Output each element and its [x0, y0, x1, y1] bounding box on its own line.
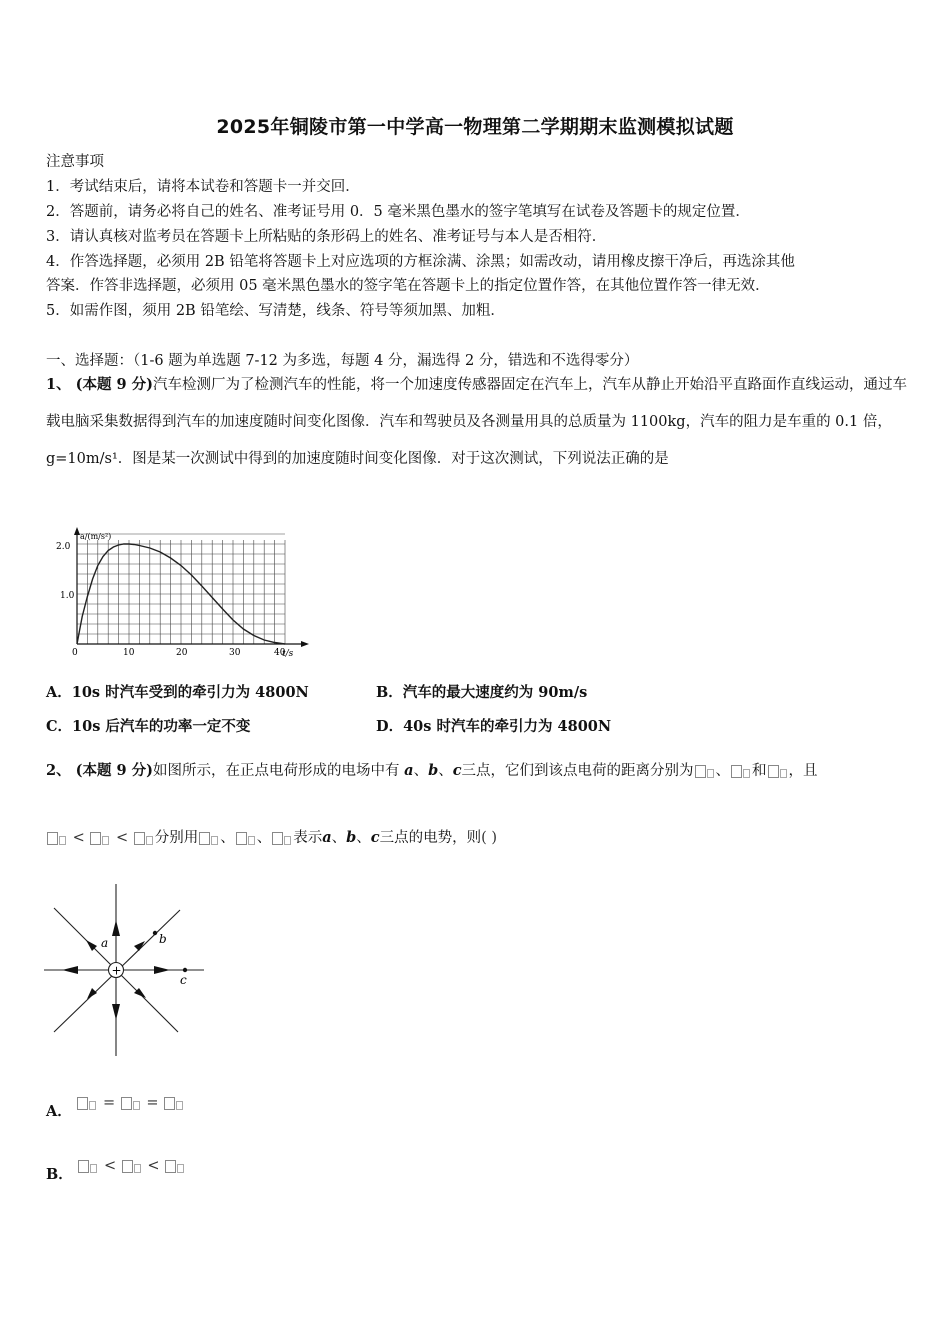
missing-glyph-icon — [211, 836, 218, 845]
x-axis-arrow-icon — [301, 641, 309, 647]
var-b: b — [346, 829, 357, 846]
arrow-icon — [87, 988, 97, 999]
missing-glyph-icon — [248, 836, 255, 845]
question-2-text: ，且 — [788, 763, 818, 779]
label-b: b — [159, 932, 167, 946]
missing-glyph-icon — [146, 836, 153, 845]
missing-glyph-icon — [177, 1164, 184, 1173]
q1-option-a[interactable]: A．10s 时汽车受到的牵引力为 4800N — [46, 684, 309, 701]
charge-sign: + — [111, 963, 122, 978]
var-a: a — [322, 829, 332, 846]
q1-option-c[interactable]: C．10s 后汽车的功率一定不变 — [46, 718, 251, 735]
notice-heading: 注意事项 — [46, 154, 104, 170]
label-a: a — [101, 936, 109, 950]
missing-glyph-icon — [272, 832, 283, 845]
missing-glyph-icon — [90, 1164, 97, 1173]
question-2-text: 三点的电势，则 — [379, 830, 482, 846]
missing-glyph-icon — [731, 765, 742, 778]
missing-glyph-icon — [768, 765, 779, 778]
notice-item: 答案．作答非选择题，必须用 05 毫米黑色墨水的签字笔在答题卡上的指定位置作答，在其他位置作答一律无效． — [46, 278, 770, 294]
missing-glyph-icon — [284, 836, 291, 845]
label-c: c — [180, 973, 187, 987]
x-tick-label: 0 — [72, 648, 78, 658]
var-c: c — [452, 762, 462, 779]
question-2: 2、 (本题 9 分)如图所示，在正点电荷形成的电场中有 a、b、c三点，它们到该点电荷的距离分别为 、 和 ，且 — [46, 762, 818, 779]
missing-glyph-icon — [176, 1101, 183, 1110]
q1-option-b[interactable]: B．汽车的最大速度约为 90m/s — [376, 684, 588, 701]
missing-glyph-icon — [133, 1101, 140, 1110]
missing-glyph-icon — [743, 769, 750, 778]
notice-item: 4．作答选择题，必须用 2B 铅笔将答题卡上对应选项的方框涂满、涂黑；如需改动，请用橡皮擦干净后，再选涂其他 — [46, 254, 795, 270]
x-tick-label: 20 — [176, 648, 188, 658]
x-tick-label: 10 — [123, 648, 135, 658]
missing-glyph-icon — [134, 1164, 141, 1173]
missing-glyph-icon — [78, 1160, 89, 1173]
section-heading: 一、选择题：（1-6 题为单选题 7-12 为多选，每题 4 分，漏选得 2 分，错选和不选得零分） — [46, 353, 639, 369]
conjunction: 和 — [752, 763, 767, 779]
notice-item: 3．请认真核对监考员在答题卡上所粘贴的条形码上的姓名、准考证号与本人是否相符． — [46, 229, 607, 245]
point-b — [153, 931, 157, 935]
q1-option-d[interactable]: D．40s 时汽车的牵引力为 4800N — [376, 718, 612, 735]
separator: 、 — [256, 830, 272, 846]
var-a: a — [404, 762, 414, 779]
missing-glyph-icon — [102, 836, 109, 845]
page-title: 2025年铜陵市第一中学高一物理第二学期期末监测模拟试题 — [216, 116, 734, 138]
question-1 — [46, 366, 908, 478]
missing-glyph-icon — [236, 832, 247, 845]
less-than-sign: < — [103, 1158, 117, 1174]
arrow-icon — [154, 966, 170, 974]
notice-item: 2．答题前，请务必将自己的姓名、准考证号用 0．5 毫米黑色墨水的签字笔填写在试卷及答题卡的规定位置． — [46, 204, 750, 220]
missing-glyph-icon — [695, 765, 706, 778]
missing-glyph-icon — [89, 1101, 96, 1110]
x-tick-label: 30 — [229, 648, 241, 658]
q2-option-b[interactable] — [46, 1158, 186, 1184]
point-charge-field-diagram — [40, 880, 210, 1060]
missing-glyph-icon — [122, 1160, 133, 1173]
equals-sign: = — [102, 1095, 116, 1111]
question-2-prefix: 2、 (本题 9 分) — [46, 762, 154, 779]
arrow-icon — [112, 1004, 120, 1020]
option-label: B． — [46, 1166, 73, 1183]
question-2-text: 表示 — [293, 830, 323, 846]
separator: 、 — [220, 830, 235, 846]
option-label: A． — [46, 1103, 72, 1120]
missing-glyph-icon — [165, 1160, 176, 1173]
equals-sign: = — [146, 1095, 159, 1111]
point-c — [183, 968, 187, 972]
question-2-text: 如图所示，在正点电荷形成的电场中有 — [153, 763, 400, 779]
var-b: b — [428, 762, 439, 779]
less-than-sign: < — [72, 830, 85, 846]
missing-glyph-icon — [199, 832, 210, 845]
missing-glyph-icon — [780, 769, 787, 778]
missing-glyph-icon — [90, 832, 101, 845]
y-axis-label: a/(m/s²) — [80, 532, 112, 541]
missing-glyph-icon — [77, 1097, 88, 1110]
y-tick-label: 1.0 — [60, 591, 75, 601]
var-c: c — [370, 829, 380, 846]
answer-paren: ( ) — [481, 830, 498, 846]
missing-glyph-icon — [134, 832, 145, 845]
question-1-prefix: 1、 (本题 9 分) — [46, 376, 154, 393]
arrow-icon — [112, 920, 120, 936]
q2-option-a[interactable] — [46, 1095, 185, 1121]
question-2-line-2: < < 分别用 、 、 表示a、b、c三点的电势，则( ) — [46, 820, 908, 856]
less-than-sign: < — [147, 1158, 160, 1174]
question-2-text: 三点，它们到该点电荷的距离分别为 — [461, 763, 694, 779]
missing-glyph-icon — [121, 1097, 132, 1110]
y-tick-label: 2.0 — [56, 542, 71, 552]
notice-item: 5．如需作图，须用 2B 铅笔绘、写清楚，线条、符号等须加黑、加粗． — [46, 303, 505, 319]
arrow-icon — [62, 966, 78, 974]
notice-item: 1．考试结束后，请将本试卷和答题卡一并交回． — [46, 179, 360, 195]
less-than-sign: < — [115, 830, 129, 846]
missing-glyph-icon — [164, 1097, 175, 1110]
acceleration-time-chart — [50, 525, 320, 665]
separator: 、 — [715, 763, 731, 779]
x-axis-label: t/s — [282, 649, 294, 659]
question-2-text: 分别用 — [154, 830, 199, 846]
missing-glyph-icon — [707, 769, 714, 778]
x-tick-label: 40 — [274, 648, 286, 658]
missing-glyph-icon — [59, 836, 66, 845]
question-1-text: 汽车检测厂为了检测汽车的性能，将一个加速度传感器固定在汽车上，汽车从静止开始沿平直路面作直线运动，通过车载电脑采集数据得到汽车的加速度随时间变化图像．汽车和驾驶员及各测量用具的总质量为 1100kg，汽车的阻力是车重的 0.1 倍，g=10m/s¹．图是某一次测试中得到的加速度随时间变化图像．对于这次测试，下列说法正确的是 — [46, 377, 908, 467]
missing-glyph-icon — [47, 832, 58, 845]
